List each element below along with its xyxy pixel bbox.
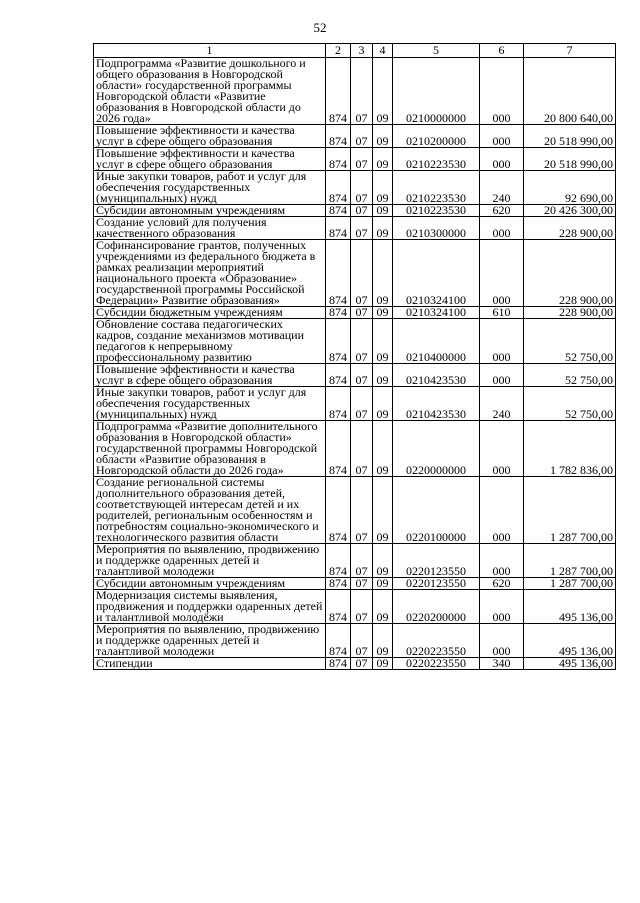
cell-code-4: 09 bbox=[373, 387, 393, 421]
table-row bbox=[94, 590, 616, 624]
cell-code-2: 874 bbox=[326, 421, 351, 477]
cell-name: Подпрограмма «Развитие дополнительного образования в Новгородской области» государственной программы Новгородской области «Развитие образования в Новгородской области до 2026 года» bbox=[94, 421, 326, 477]
cell-code-4: 09 bbox=[373, 148, 393, 171]
cell-code-2: 874 bbox=[326, 578, 351, 590]
table-row bbox=[94, 319, 616, 364]
table-row bbox=[94, 171, 616, 205]
cell-code-5: 0220200000 bbox=[393, 590, 480, 624]
cell-code-2: 874 bbox=[326, 477, 351, 544]
cell-code-2: 874 bbox=[326, 387, 351, 421]
cell-code-4: 09 bbox=[373, 421, 393, 477]
cell-code-5: 0220000000 bbox=[393, 421, 480, 477]
cell-amount: 1 287 700,00 bbox=[524, 544, 616, 578]
cell-code-3: 07 bbox=[351, 590, 373, 624]
cell-code-5: 0220123550 bbox=[393, 544, 480, 578]
cell-code-4: 09 bbox=[373, 477, 393, 544]
cell-code-5: 0210223530 bbox=[393, 171, 480, 205]
cell-code-4: 09 bbox=[373, 658, 393, 670]
cell-code-3: 07 bbox=[351, 307, 373, 319]
cell-code-5: 0220223550 bbox=[393, 658, 480, 670]
cell-code-5: 0210223530 bbox=[393, 148, 480, 171]
column-header: 6 bbox=[480, 44, 524, 58]
cell-name: Софинансирование грантов, полученных учреждениями из федерального бюджета в рамках реализации мероприятий национального проекта «Образование» государственной программы Российской Федерации» Развитие образования» bbox=[94, 240, 326, 307]
cell-code-6: 000 bbox=[480, 590, 524, 624]
cell-code-2: 874 bbox=[326, 624, 351, 658]
cell-code-6: 000 bbox=[480, 544, 524, 578]
column-header: 4 bbox=[373, 44, 393, 58]
cell-code-2: 874 bbox=[326, 217, 351, 240]
cell-amount: 495 136,00 bbox=[524, 590, 616, 624]
cell-code-5: 0210223530 bbox=[393, 205, 480, 217]
table-row bbox=[94, 387, 616, 421]
page-number: 52 bbox=[313, 20, 327, 35]
cell-code-5: 0220100000 bbox=[393, 477, 480, 544]
cell-code-3: 07 bbox=[351, 477, 373, 544]
table-row bbox=[94, 240, 616, 307]
cell-code-5: 0210000000 bbox=[393, 58, 480, 125]
cell-name: Иные закупки товаров, работ и услуг для обеспечения государственных (муниципальных) нужд bbox=[94, 387, 326, 421]
cell-code-4: 09 bbox=[373, 307, 393, 319]
table-row bbox=[94, 658, 616, 670]
cell-code-5: 0210400000 bbox=[393, 319, 480, 364]
cell-name: Субсидии бюджетным учреждениям bbox=[94, 307, 326, 319]
cell-code-2: 874 bbox=[326, 544, 351, 578]
cell-amount: 228 900,00 bbox=[524, 217, 616, 240]
cell-code-6: 000 bbox=[480, 421, 524, 477]
cell-code-2: 874 bbox=[326, 125, 351, 148]
cell-code-2: 874 bbox=[326, 148, 351, 171]
cell-code-3: 07 bbox=[351, 658, 373, 670]
cell-code-2: 874 bbox=[326, 307, 351, 319]
cell-code-4: 09 bbox=[373, 364, 393, 387]
cell-amount: 495 136,00 bbox=[524, 624, 616, 658]
cell-code-3: 07 bbox=[351, 624, 373, 658]
cell-name: Повышение эффективности и качества услуг в сфере общего образования bbox=[94, 125, 326, 148]
cell-name: Модернизация системы выявления, продвижения и поддержки одаренных детей и талантливой молодёжи bbox=[94, 590, 326, 624]
cell-code-4: 09 bbox=[373, 171, 393, 205]
cell-code-6: 000 bbox=[480, 624, 524, 658]
cell-name: Субсидии автономным учреждениям bbox=[94, 578, 326, 590]
cell-code-2: 874 bbox=[326, 58, 351, 125]
cell-code-3: 07 bbox=[351, 125, 373, 148]
cell-code-4: 09 bbox=[373, 319, 393, 364]
cell-code-3: 07 bbox=[351, 578, 373, 590]
column-header: 5 bbox=[393, 44, 480, 58]
cell-code-6: 610 bbox=[480, 307, 524, 319]
cell-name: Мероприятия по выявлению, продвижению и поддержке одаренных детей и талантливой молодежи bbox=[94, 544, 326, 578]
table-body bbox=[94, 58, 616, 670]
cell-code-5: 0210300000 bbox=[393, 217, 480, 240]
cell-amount: 20 800 640,00 bbox=[524, 58, 616, 125]
cell-amount: 228 900,00 bbox=[524, 307, 616, 319]
cell-amount: 495 136,00 bbox=[524, 658, 616, 670]
cell-code-6: 240 bbox=[480, 171, 524, 205]
column-header: 3 bbox=[351, 44, 373, 58]
cell-amount: 92 690,00 bbox=[524, 171, 616, 205]
cell-name: Создание условий для получения качественного образования bbox=[94, 217, 326, 240]
cell-name: Мероприятия по выявлению, продвижению и поддержке одаренных детей и талантливой молодежи bbox=[94, 624, 326, 658]
table-row bbox=[94, 624, 616, 658]
cell-name: Повышение эффективности и качества услуг в сфере общего образования bbox=[94, 364, 326, 387]
cell-code-6: 000 bbox=[480, 148, 524, 171]
cell-code-6: 000 bbox=[480, 217, 524, 240]
cell-amount: 20 426 300,00 bbox=[524, 205, 616, 217]
cell-code-3: 07 bbox=[351, 205, 373, 217]
cell-amount: 20 518 990,00 bbox=[524, 148, 616, 171]
cell-code-6: 000 bbox=[480, 319, 524, 364]
cell-code-5: 0220223550 bbox=[393, 624, 480, 658]
table-row bbox=[94, 477, 616, 544]
cell-code-6: 620 bbox=[480, 205, 524, 217]
cell-code-6: 000 bbox=[480, 364, 524, 387]
cell-name: Иные закупки товаров, работ и услуг для обеспечения государственных (муниципальных) нужд bbox=[94, 171, 326, 205]
cell-amount: 228 900,00 bbox=[524, 240, 616, 307]
cell-code-5: 0210423530 bbox=[393, 364, 480, 387]
cell-code-2: 874 bbox=[326, 319, 351, 364]
column-header: 1 bbox=[94, 44, 326, 58]
column-header: 2 bbox=[326, 44, 351, 58]
table-row bbox=[94, 421, 616, 477]
cell-code-6: 000 bbox=[480, 58, 524, 125]
cell-name: Подпрограмма «Развитие дошкольного и общего образования в Новгородской области» государственной программы Новгородской области «Развитие образования в Новгородской области до 2026 года» bbox=[94, 58, 326, 125]
cell-code-3: 07 bbox=[351, 148, 373, 171]
cell-code-6: 000 bbox=[480, 125, 524, 148]
cell-code-6: 240 bbox=[480, 387, 524, 421]
table-row bbox=[94, 58, 616, 125]
table-row bbox=[94, 125, 616, 148]
cell-code-3: 07 bbox=[351, 364, 373, 387]
table-row bbox=[94, 148, 616, 171]
cell-code-3: 07 bbox=[351, 421, 373, 477]
cell-amount: 1 287 700,00 bbox=[524, 578, 616, 590]
cell-code-3: 07 bbox=[351, 240, 373, 307]
cell-code-2: 874 bbox=[326, 658, 351, 670]
cell-code-3: 07 bbox=[351, 319, 373, 364]
cell-amount: 1 287 700,00 bbox=[524, 477, 616, 544]
cell-amount: 20 518 990,00 bbox=[524, 125, 616, 148]
cell-code-2: 874 bbox=[326, 240, 351, 307]
cell-code-4: 09 bbox=[373, 240, 393, 307]
cell-amount: 1 782 836,00 bbox=[524, 421, 616, 477]
table-row bbox=[94, 217, 616, 240]
cell-code-3: 07 bbox=[351, 217, 373, 240]
table-row bbox=[94, 364, 616, 387]
cell-code-3: 07 bbox=[351, 544, 373, 578]
cell-name: Повышение эффективности и качества услуг в сфере общего образования bbox=[94, 148, 326, 171]
cell-code-5: 0210324100 bbox=[393, 240, 480, 307]
cell-code-5: 0210324100 bbox=[393, 307, 480, 319]
cell-code-2: 874 bbox=[326, 205, 351, 217]
cell-name: Стипендии bbox=[94, 658, 326, 670]
table-row bbox=[94, 544, 616, 578]
cell-code-2: 874 bbox=[326, 590, 351, 624]
cell-code-4: 09 bbox=[373, 578, 393, 590]
cell-amount: 52 750,00 bbox=[524, 319, 616, 364]
cell-code-4: 09 bbox=[373, 125, 393, 148]
cell-name: Создание региональной системы дополнительного образования детей, соответствующей интересам детей и их родителей, региональным особенностям и потребностям социально-экономического и технологического развития области bbox=[94, 477, 326, 544]
cell-code-5: 0210423530 bbox=[393, 387, 480, 421]
cell-amount: 52 750,00 bbox=[524, 387, 616, 421]
cell-code-4: 09 bbox=[373, 217, 393, 240]
cell-amount: 52 750,00 bbox=[524, 364, 616, 387]
cell-code-3: 07 bbox=[351, 58, 373, 125]
cell-name: Субсидии автономным учреждениям bbox=[94, 205, 326, 217]
cell-code-3: 07 bbox=[351, 387, 373, 421]
cell-code-6: 620 bbox=[480, 578, 524, 590]
cell-code-4: 09 bbox=[373, 58, 393, 125]
cell-code-3: 07 bbox=[351, 171, 373, 205]
budget-table bbox=[93, 43, 616, 670]
cell-code-4: 09 bbox=[373, 205, 393, 217]
cell-code-4: 09 bbox=[373, 590, 393, 624]
cell-code-5: 0220123550 bbox=[393, 578, 480, 590]
cell-code-4: 09 bbox=[373, 544, 393, 578]
cell-code-6: 000 bbox=[480, 477, 524, 544]
cell-code-6: 340 bbox=[480, 658, 524, 670]
cell-code-5: 0210200000 bbox=[393, 125, 480, 148]
cell-code-4: 09 bbox=[373, 624, 393, 658]
cell-code-2: 874 bbox=[326, 171, 351, 205]
cell-code-6: 000 bbox=[480, 240, 524, 307]
cell-name: Обновление состава педагогических кадров, создание механизмов мотивации педагогов к непрерывному профессиональному развитию bbox=[94, 319, 326, 364]
column-header: 7 bbox=[524, 44, 616, 58]
cell-code-2: 874 bbox=[326, 364, 351, 387]
